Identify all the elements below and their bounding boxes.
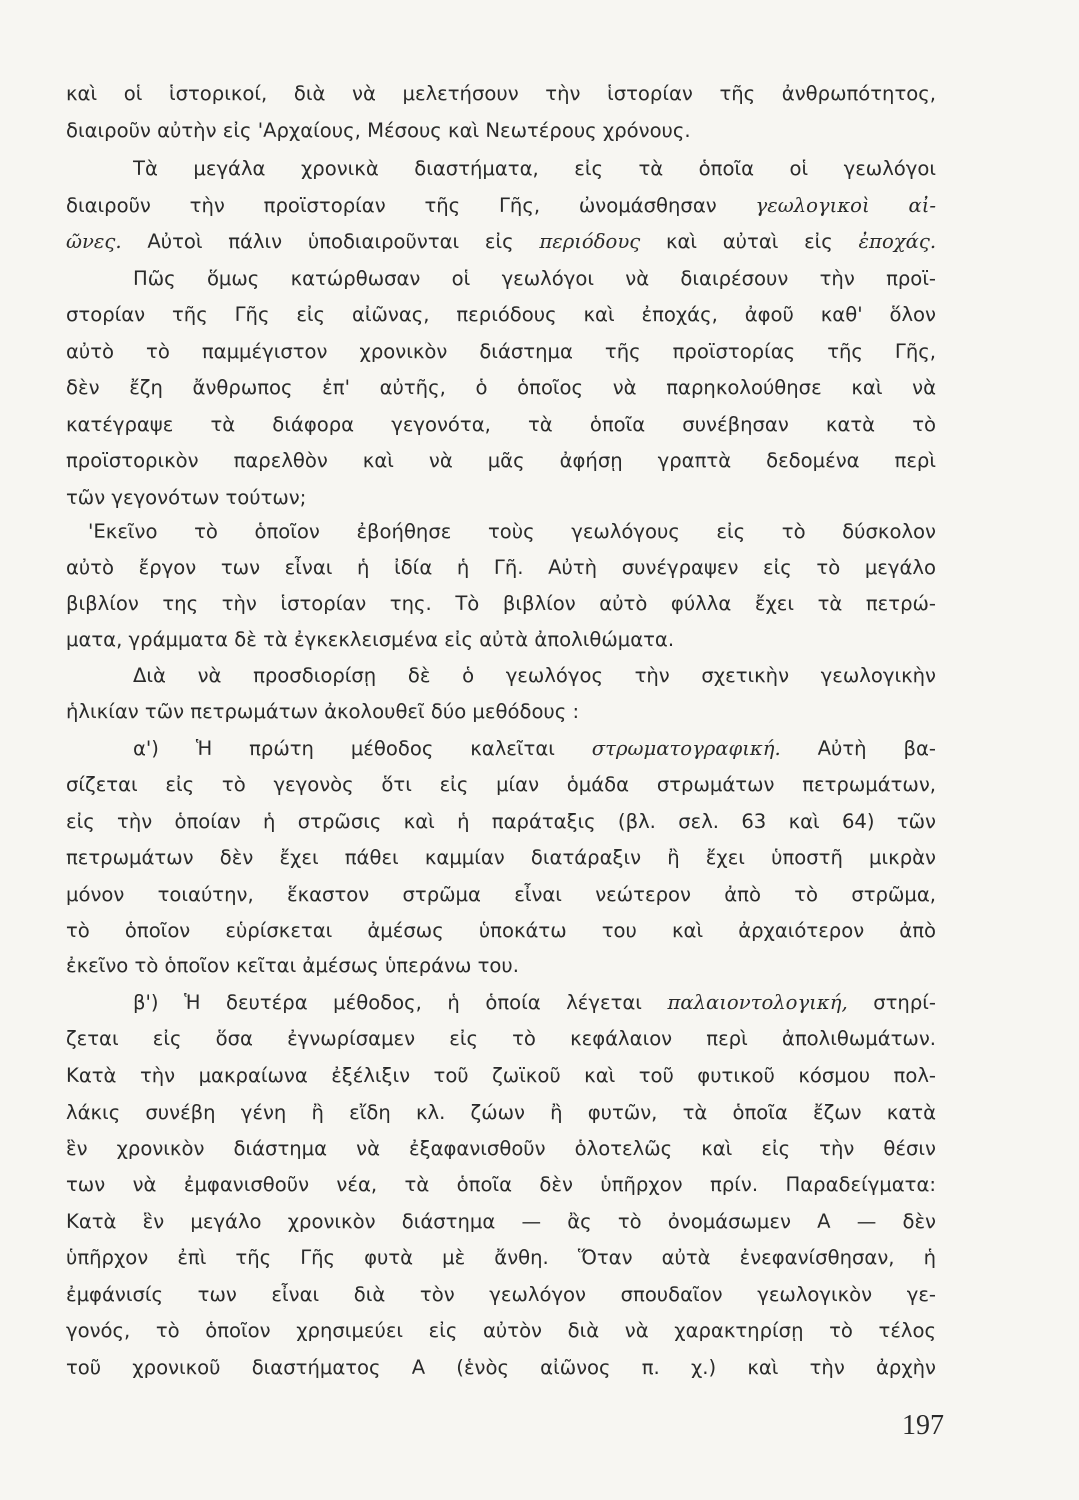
text-line: εἰς τὴν ὁποίαν ἡ στρῶσις καὶ ἡ παράταξις (βλ. σελ. 63 καὶ 64) τῶν — [66, 810, 936, 833]
text-line: τοῦ χρονικοῦ διαστήματος Α (ἑνὸς αἰῶνος π. χ.) καὶ τὴν ἀρχὴν — [66, 1356, 936, 1379]
italic-term: ῶνες. — [66, 230, 122, 253]
text-line: προϊστορικὸν παρελθὸν καὶ νὰ μᾶς ἀφήσῃ γραπτὰ δεδομένα περὶ — [66, 449, 936, 472]
text-line: ἐμφάνισίς των εἶναι διὰ τὸν γεωλόγον σπουδαῖον γεωλογικὸν γε- — [66, 1283, 936, 1306]
text-line: καὶ οἱ ἱστορικοί, διὰ νὰ μελετήσουν τὴν ἱστορίαν τῆς ἀνθρωπότητος, — [66, 82, 936, 105]
text-line: βιβλίον της τὴν ἱστορίαν της. Τὸ βιβλίον αὐτὸ φύλλα ἔχει τὰ πετρώ- — [66, 592, 936, 615]
text-line: στορίαν τῆς Γῆς εἰς αἰῶνας, περιόδους καὶ ἐποχάς, ἀφοῦ καθ' ὅλον — [66, 303, 936, 326]
italic-term: περιόδους — [539, 230, 641, 253]
text-line: διαιροῦν αὐτὴν εἰς 'Αρχαίους, Μέσους καὶ Νεωτέρους χρόνους. — [66, 119, 691, 142]
text-segment: Αὐτὴ βα- — [817, 737, 936, 760]
text-line: ζεται εἰς ὅσα ἐγνωρίσαμεν εἰς τὸ κεφάλαιον περὶ ἀπολιθωμάτων. — [66, 1027, 936, 1050]
text-line — [133, 987, 936, 1019]
text-line: τῶν γεγονότων τούτων; — [66, 486, 307, 509]
text-segment: καὶ αὐταὶ εἰς — [665, 230, 833, 253]
text-line: αὐτὸ τὸ παμμέγιστον χρονικὸν διάστημα τῆς προϊστορίας τῆς Γῆς, — [66, 340, 936, 363]
text-segment: στηρί- — [873, 991, 936, 1014]
text-line: ματα, γράμματα δὲ τὰ ἐγκεκλεισμένα εἰς αὐτὰ ἀπολιθώματα. — [66, 628, 675, 651]
text-line: αὐτὸ ἔργον των εἶναι ἡ ἰδία ἡ Γῆ. Αὐτὴ συνέγραψεν εἰς τὸ μεγάλο — [66, 556, 936, 579]
text-segment: β') Ἡ δευτέρα μέθοδος, ἡ ὁποία λέγεται — [133, 991, 642, 1014]
text-line: τὸ ὁποῖον εὑρίσκεται ἀμέσως ὑποκάτω του καὶ ἀρχαιότερον ἀπὸ — [66, 919, 936, 942]
text-line: δὲν ἔζη ἄνθρωπος ἐπ' αὐτῆς, ὁ ὁποῖος νὰ παρηκολούθησε καὶ νὰ — [66, 376, 936, 399]
text-segment: διαιροῦν τὴν προϊστορίαν τῆς Γῆς, ὠνομάσθησαν — [66, 194, 717, 217]
text-line: ἡλικίαν τῶν πετρωμάτων ἀκολουθεῖ δύο μεθόδους : — [66, 700, 580, 723]
text-line: ἓν χρονικὸν διάστημα νὰ ἐξαφανισθοῦν ὁλοτελῶς καὶ εἰς τὴν θέσιν — [66, 1137, 936, 1160]
text-line — [66, 190, 936, 222]
text-line: πετρωμάτων δὲν ἔχει πάθει καμμίαν διατάραξιν ἢ ἔχει ὑποστῆ μικρὰν — [66, 846, 936, 869]
text-line: Τὰ μεγάλα χρονικὰ διαστήματα, εἰς τὰ ὁποῖα οἱ γεωλόγοι — [133, 157, 936, 180]
text-line: ὑπῆρχον ἐπὶ τῆς Γῆς φυτὰ μὲ ἄνθη. Ὅταν αὐτὰ ἐνεφανίσθησαν, ἡ — [66, 1246, 936, 1269]
text-line: των νὰ ἐμφανισθοῦν νέα, τὰ ὁποῖα δὲν ὑπῆρχον πρίν. Παραδείγματα: — [66, 1173, 936, 1196]
text-line — [66, 226, 936, 258]
text-line: ἐκεῖνο τὸ ὁποῖον κεῖται ἀμέσως ὑπεράνω του. — [66, 954, 519, 977]
text-line: Κατὰ τὴν μακραίωνα ἐξέλιξιν τοῦ ζωϊκοῦ καὶ τοῦ φυτικοῦ κόσμου πολ- — [66, 1064, 936, 1087]
text-line: 'Εκεῖνο τὸ ὁποῖον ἐβοήθησε τοὺς γεωλόγους εἰς τὸ δύσκολον — [88, 520, 936, 543]
italic-term: γεωλογικοὶ αἰ- — [755, 194, 936, 217]
text-line: Διὰ νὰ προσδιορίσῃ δὲ ὁ γεωλόγος τὴν σχετικὴν γεωλογικὴν — [133, 664, 936, 687]
italic-term: στρωματογραφική. — [591, 737, 781, 760]
text-line — [133, 733, 936, 765]
text-segment: Αὐτοὶ πάλιν ὑποδιαιροῦνται εἰς — [147, 230, 514, 253]
text-segment: α') Ἡ πρώτη μέθοδος καλεῖται — [133, 737, 555, 760]
text-line: μόνον τοιαύτην, ἕκαστον στρῶμα εἶναι νεώτερον ἀπὸ τὸ στρῶμα, — [66, 883, 936, 906]
text-line: γονός, τὸ ὁποῖον χρησιμεύει εἰς αὐτὸν διὰ νὰ χαρακτηρίσῃ τὸ τέλος — [66, 1319, 936, 1342]
text-line: Πῶς ὅμως κατώρθωσαν οἱ γεωλόγοι νὰ διαιρέσουν τὴν προϊ- — [133, 267, 936, 290]
italic-term: παλαιοντολογική, — [667, 991, 848, 1014]
text-line: Κατὰ ἓν μεγάλο χρονικὸν διάστημα — ἂς τὸ ὀνομάσωμεν Α — δὲν — [66, 1210, 936, 1233]
italic-term: ἐποχάς. — [858, 230, 936, 253]
page-number: 197 — [902, 1410, 944, 1441]
text-line: σίζεται εἰς τὸ γεγονὸς ὅτι εἰς μίαν ὁμάδα στρωμάτων πετρωμάτων, — [66, 773, 936, 796]
text-line: λάκις συνέβη γένη ἢ εἴδη κλ. ζώων ἢ φυτῶν, τὰ ὁποῖα ἔζων κατὰ — [66, 1101, 936, 1124]
text-line: κατέγραψε τὰ διάφορα γεγονότα, τὰ ὁποῖα συνέβησαν κατὰ τὸ — [66, 413, 936, 436]
